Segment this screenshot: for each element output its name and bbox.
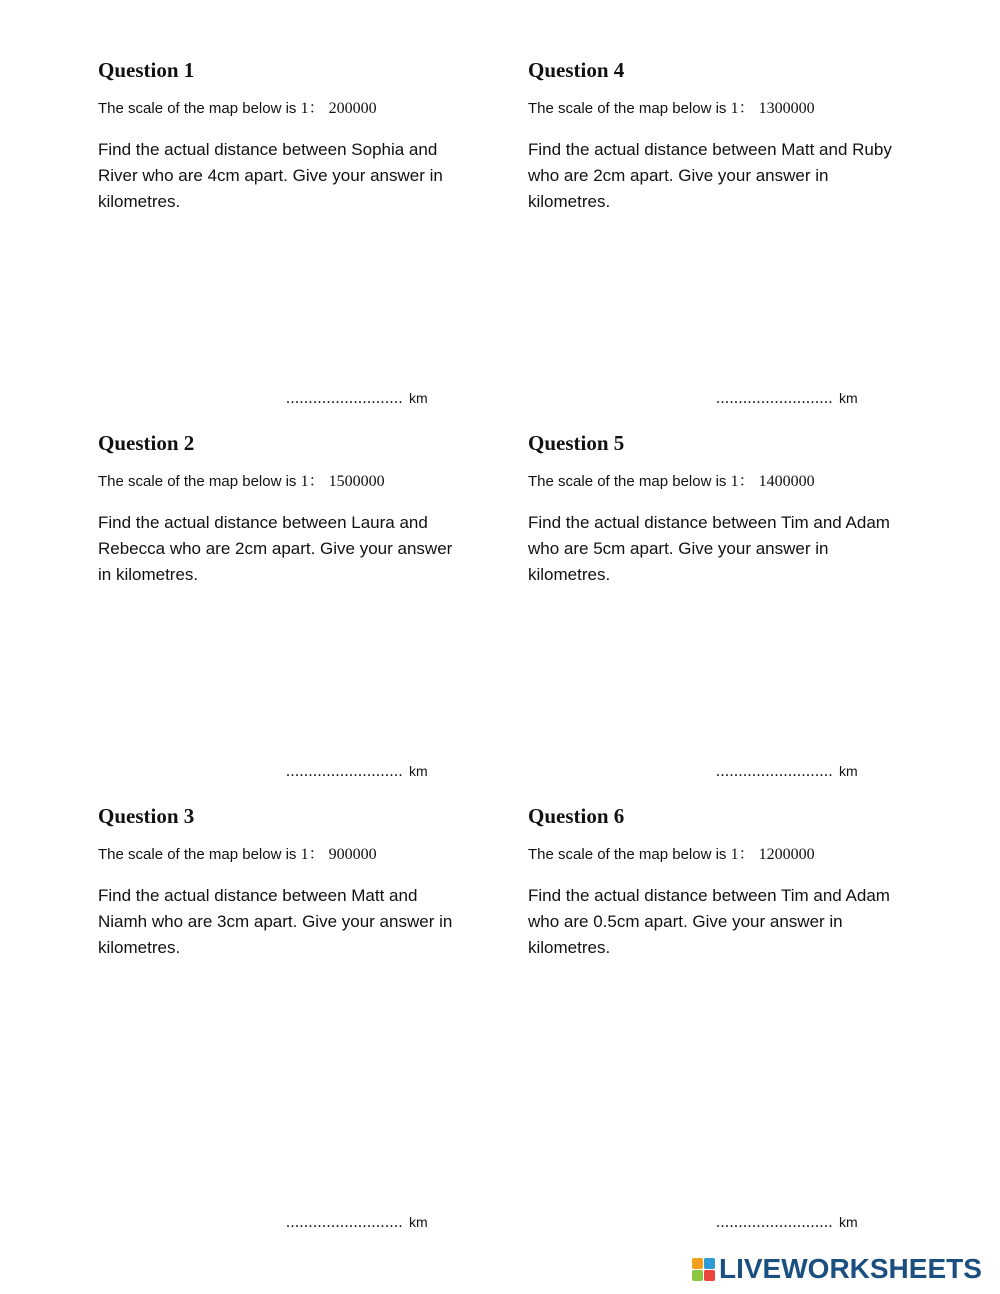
scale-text <box>528 472 815 492</box>
answer-line-2[interactable] <box>286 763 428 781</box>
scale-prefix: The scale of the map below is <box>528 100 727 117</box>
answer-dots[interactable]: .......................... <box>716 390 833 407</box>
answer-dots[interactable]: .......................... <box>286 763 403 780</box>
logo-mark-icon <box>692 1258 715 1281</box>
question-title: Question 3 <box>98 804 195 828</box>
answer-unit: km <box>839 1214 858 1230</box>
question-body: Find the actual distance between Sophia and River who are 4cm apart. Give your answer in kilometres. <box>98 140 443 211</box>
scale-text <box>528 845 815 865</box>
question-body: Find the actual distance between Matt and Niamh who are 3cm apart. Give your answer in kilometres. <box>98 886 453 957</box>
logo-text: LIVEWORKSHEETS <box>719 1253 982 1284</box>
question-title: Question 2 <box>98 431 195 455</box>
answer-dots[interactable]: .......................... <box>286 390 403 407</box>
logo-square <box>704 1270 715 1281</box>
scale-text <box>98 472 385 492</box>
answer-dots[interactable]: .......................... <box>716 763 833 780</box>
answer-unit: km <box>839 390 858 406</box>
scale-prefix: The scale of the map below is <box>528 473 727 490</box>
scale-ratio: 1： 200000 <box>300 100 377 117</box>
answer-line-6[interactable] <box>716 1214 858 1232</box>
scale-ratio: 1： 1400000 <box>730 473 815 490</box>
answer-line-4[interactable] <box>716 390 858 408</box>
scale-ratio: 1： 900000 <box>300 846 377 863</box>
question-title: Question 5 <box>528 431 625 455</box>
scale-text <box>528 99 815 119</box>
answer-dots[interactable]: .......................... <box>286 1214 403 1231</box>
answer-unit: km <box>409 1214 428 1230</box>
question-body: Find the actual distance between Tim and Adam who are 5cm apart. Give your answer in kilometres. <box>528 513 890 584</box>
scale-text <box>98 845 377 865</box>
answer-unit: km <box>409 763 428 779</box>
question-title: Question 6 <box>528 804 625 828</box>
question-body: Find the actual distance between Matt and Ruby who are 2cm apart. Give your answer in kilometres. <box>528 140 892 211</box>
scale-prefix: The scale of the map below is <box>98 100 297 117</box>
answer-unit: km <box>409 390 428 406</box>
question-title: Question 4 <box>528 58 625 82</box>
liveworksheets-logo <box>692 1254 982 1284</box>
answer-line-5[interactable] <box>716 763 858 781</box>
scale-ratio: 1： 1500000 <box>300 473 385 490</box>
question-title: Question 1 <box>98 58 195 82</box>
answer-dots[interactable]: .......................... <box>716 1214 833 1231</box>
logo-square <box>692 1258 703 1269</box>
scale-prefix: The scale of the map below is <box>528 846 727 863</box>
answer-unit: km <box>839 763 858 779</box>
logo-square <box>704 1258 715 1269</box>
scale-text <box>98 99 377 119</box>
question-body: Find the actual distance between Tim and Adam who are 0.5cm apart. Give your answer in kilometres. <box>528 886 890 957</box>
answer-line-1[interactable] <box>286 390 428 408</box>
scale-prefix: The scale of the map below is <box>98 846 297 863</box>
scale-ratio: 1： 1300000 <box>730 100 815 117</box>
question-body: Find the actual distance between Laura and Rebecca who are 2cm apart. Give your answer in kilometres. <box>98 513 453 584</box>
logo-square <box>692 1270 703 1281</box>
scale-ratio: 1： 1200000 <box>730 846 815 863</box>
scale-prefix: The scale of the map below is <box>98 473 297 490</box>
answer-line-3[interactable] <box>286 1214 428 1232</box>
